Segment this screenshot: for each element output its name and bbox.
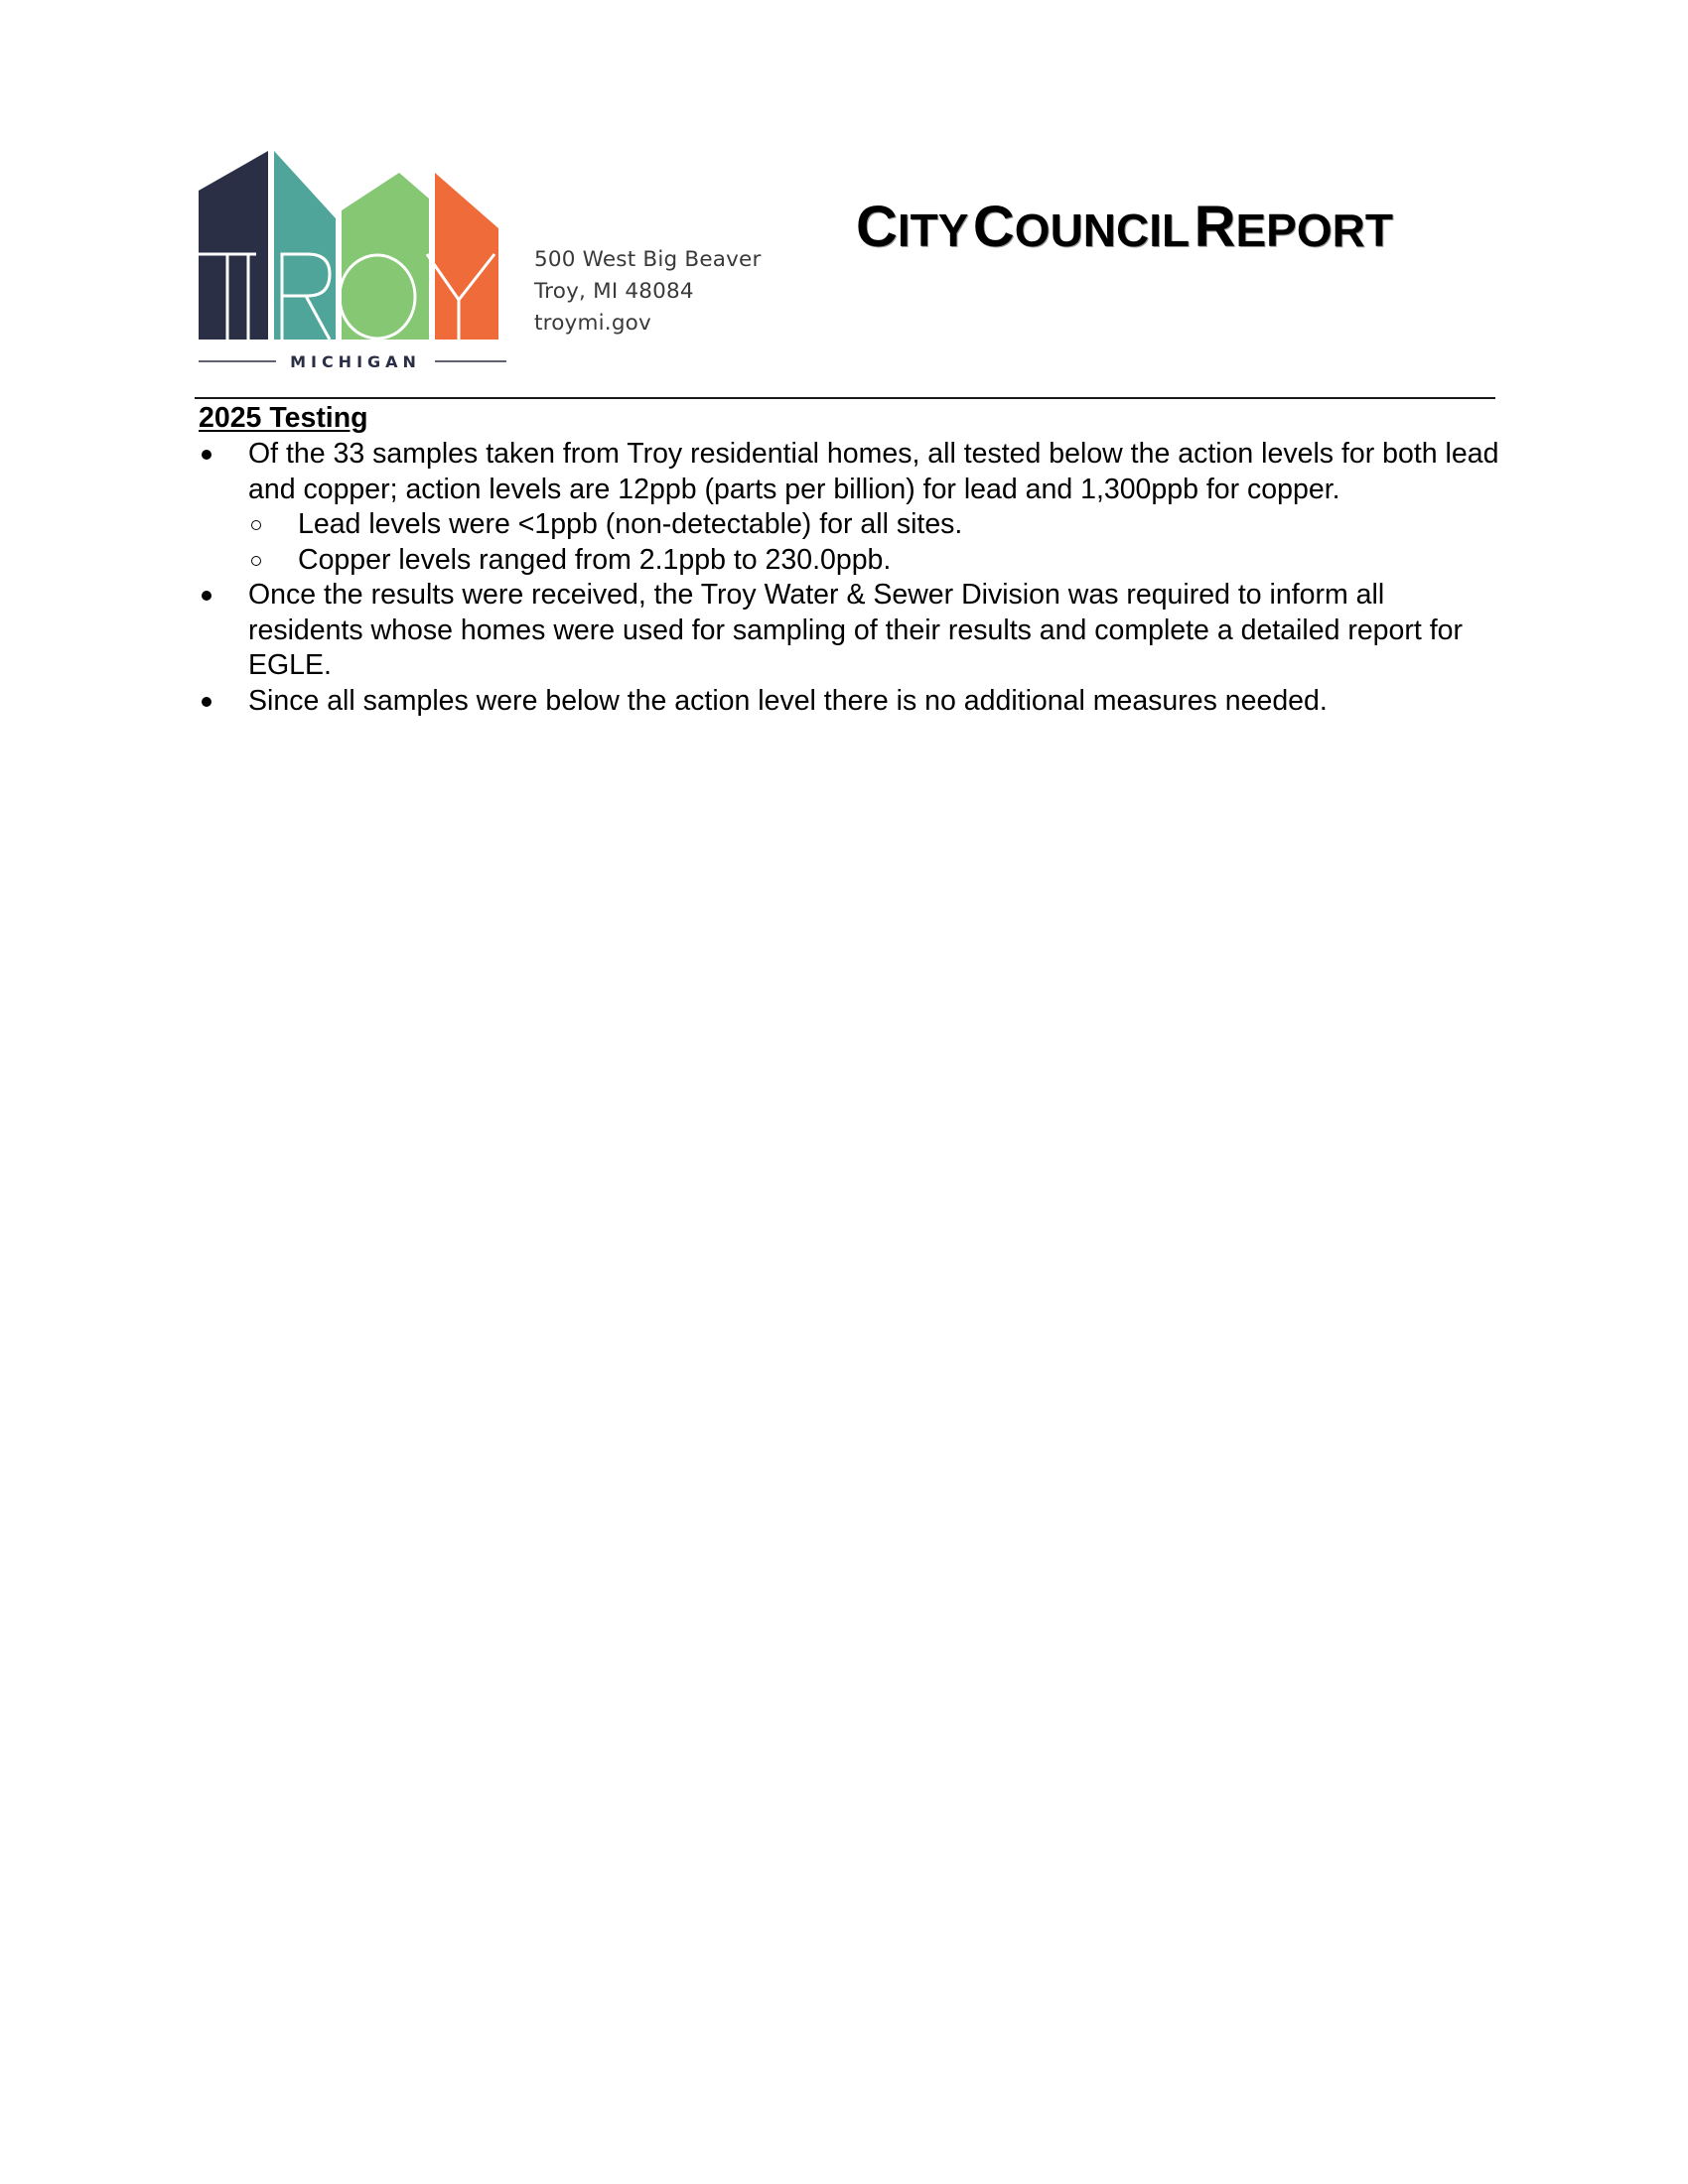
report-title	[856, 195, 1393, 259]
bullet-item	[199, 684, 1499, 720]
bullet-text: Once the results were received, the Troy Water & Sewer Division was required to inform all residents whose homes were used for sampling of their results and complete a detailed report for EGLE.	[248, 579, 1463, 681]
title-word1-cap: C	[856, 195, 898, 259]
bullet-list	[199, 437, 1499, 719]
sub-bullet-text: Lead levels were <1ppb (non-detectable) for all sites.	[298, 508, 963, 540]
bullet-text: Of the 33 samples taken from Troy residential homes, all tested below the action levels for both lead and copper; action levels are 12ppb (parts per billion) for lead and 1,300ppb for copper.	[248, 438, 1499, 505]
bullet-text: Since all samples were below the action level there is no additional measures needed.	[248, 684, 1328, 717]
title-word2-rest: OUNCIL	[1014, 205, 1191, 256]
troy-logo	[197, 151, 510, 369]
address-city: Troy, MI 48084	[534, 279, 694, 304]
bullet-item	[199, 578, 1499, 684]
troy-logo-graphic	[197, 151, 510, 369]
sub-bullet-item	[248, 507, 1499, 543]
title-word2-cap: C	[972, 195, 1015, 259]
sub-bullet-text: Copper levels ranged from 2.1ppb to 230.0ppb.	[298, 543, 892, 576]
title-word3-rest: EPORT	[1235, 205, 1393, 256]
logo-house-orange	[435, 173, 498, 340]
title-word3-cap: R	[1194, 195, 1236, 259]
section-heading: 2025 Testing	[199, 402, 368, 434]
bullet-item	[199, 437, 1499, 507]
city-address	[534, 244, 762, 340]
logo-subtitle: MICHIGAN	[290, 352, 421, 369]
title-word1-rest: ITY	[897, 205, 969, 256]
logo-house-navy	[199, 151, 268, 340]
sub-bullet-list	[248, 507, 1499, 578]
sub-bullet-item	[248, 543, 1499, 579]
address-street: 500 West Big Beaver	[534, 247, 762, 272]
header-divider	[195, 397, 1495, 399]
address-website: troymi.gov	[534, 311, 651, 336]
